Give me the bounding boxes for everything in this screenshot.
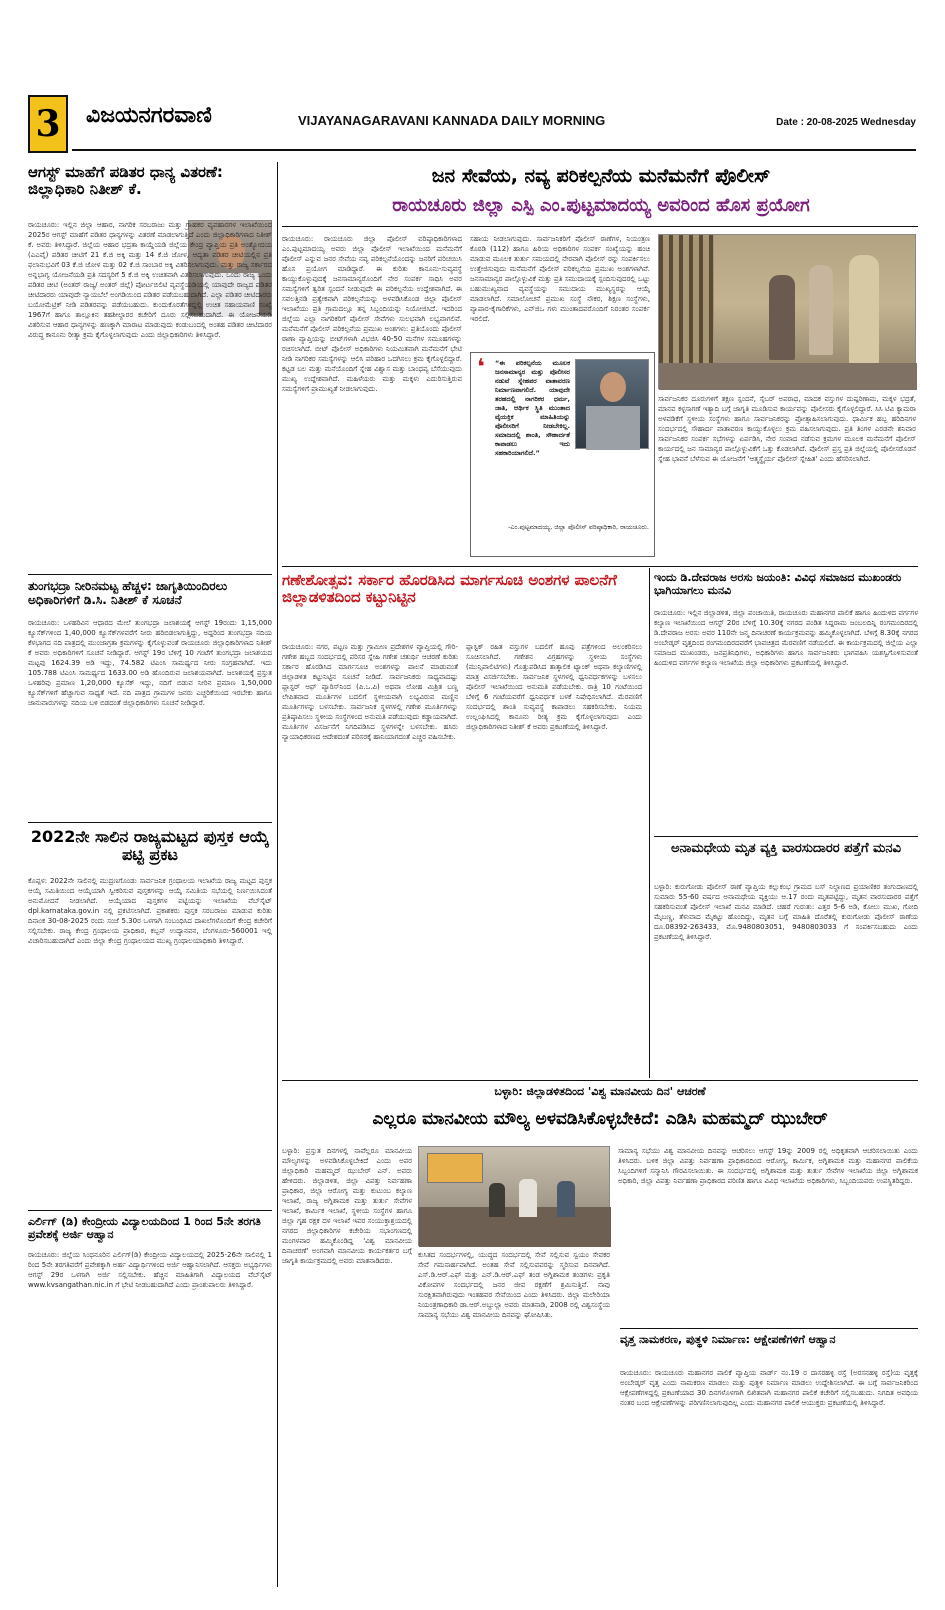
- paper-name-text: VIJAYANAGARAVANI: [298, 113, 429, 128]
- tungabhadra-body: ರಾಯಚೂರು: ಒಳಹರಿವಿನ ಆಧಾರದ ಮೇಲೆ ತುಂಗಭದ್ರಾ ಜಲಾಶಯಕ್ಕೆ ಆಗಸ್ಟ್ 19ರಂದು 1,15,000 ಕ್ಯೂಸೆಕ್‌ಗಳಿಂದ 1,40,000 ಕ್ಯೂಸೆಕ್‌ಗಳವರೆಗೆ ನೀರು ಹರಿಬಿಡಲಾಗುತ್ತಿದ್ದು, ಅದ್ದರಿಂದ ತುಂಗಭದ್ರಾ ನದಿಯ ಕೆಳಭಾಗದ ನದಿ ಪಾತ್ರದಲ್ಲಿ ಮುಂಜಾಗ್ರತಾ ಕ್ರಮಗಳನ್ನು ಕೈಗೊಳ್ಳುವಂತೆ ರಾಯಚೂರು ಜಿಲ್ಲಾಧಿಕಾರಿಗಳಾದ ನಿತೀಶ್ ಕೆ ಅವರು ಅಧಿಕಾರಿಗಳಿಗೆ ಸೂಚನೆ ನೀಡಿದ್ದಾರೆ. ಆಗಸ್ಟ್ 19ರ ಬೆಳಿಗ್ಗೆ 10 ಗಂಟೆಗೆ ತುಂಗಭದ್ರಾ ಜಲಾಶಯದ ಮಟ್ಟವು 1624.39 ಅಡಿ ಇದ್ದು, 74.582 ಟಿಎಂಸಿ ಸಾಮರ್ಥ್ಯದ ನೀರು ಸಂಗ್ರಹವಾಗಿದೆ. ಇದು 105.788 ಟಿಎಂಸಿ ಸಾಮರ್ಥ್ಯದ 1633.00 ಅಡಿ ಹೊಂದಿರುವ ಜಲಾಶಯವಾಗಿದೆ. ಜಲಾಶಯಕ್ಕೆ ಪ್ರಸ್ತುತ ಒಳಹರಿವು ಪ್ರಮಾಣ 1,20,000 ಕ್ಯೂಸೆಕ್ ಇದ್ದು, ನದಿಗೆ ಬಿಡುವ ನೀರಿನ ಪ್ರಮಾಣ 1,50,000 ಕ್ಯೂಸೆಕ್‌ಗಳಿಗೆ ಹೆಚ್ಚಾಗುವ ಸಾಧ್ಯತೆ ಇದೆ. ನದಿ ಪಾತ್ರದ ಗ್ರಾಮಗಳ ಜನರು ಎಚ್ಚರಿಕೆಯಿಂದ ಇರಬೇಕು ಹಾಗೂ ಜಾನುವಾರುಗಳನ್ನು ನದಿಯ ಬಳಿ ಬಿಡದಂತೆ ಜಿಲ್ಲಾಧಿಕಾರಿಗಳು ಸೂಚನೆ ನೀಡಿದ್ದಾರೆ.: [28, 619, 275, 707]
- right-bottom-rule: [620, 1328, 918, 1329]
- story-book-list: [28, 826, 275, 1206]
- story-humanitarian-day: [282, 1084, 921, 1324]
- lead-col-3: ಸಾರ್ವಜನಿಕರ ದೂರುಗಳಿಗೆ ತಕ್ಷಣ ಸ್ಪಂದನೆ, ಸೈಬರ್ ಅಪರಾಧ, ಮಾದಕ ವಸ್ತುಗಳ ದುಷ್ಪರಿಣಾಮ, ಮಕ್ಕಳ ಭದ್ರತೆ, ಮಾನವ ಕಳ್ಳಸಾಗಣೆ ಇತ್ಯಾದಿ ಬಗ್ಗೆ ಜಾಗೃತಿ ಮೂಡಿಸುವ ಕಾರ್ಯವನ್ನು ಪೊಲೀಸರು ಕೈಗೊಳ್ಳಲಿದ್ದಾರೆ. ಸಿಸಿ ಟಿವಿ ಕ್ಯಾಮರಾ ಅಳವಡಿಕೆಗೆ ಸ್ಥಳೀಯ ಸಂಸ್ಥೆಗಳು ಹಾಗೂ ಸಾರ್ವಜನಿಕರನ್ನು ಪ್ರೋತ್ಸಾಹಿಸಲಾಗುವುದು. ಧಾರ್ಮಿಕ ಹಬ್ಬ ಹರಿದಿನಗಳ ಸಂದರ್ಭದಲ್ಲಿ ಸೌಹಾರ್ದ ವಾತಾವರಣ ಕಾಯ್ದುಕೊಳ್ಳಲು ಕ್ರಮ ವಹಿಸಲಾಗುವುದು. ಪ್ರತಿ ತಿಂಗಳ ಎರಡನೇ ಶನಿವಾರ ಸಾರ್ವಜನಿಕರ ಸಂಪರ್ಕ ಸಭೆಗಳನ್ನು ಏರ್ಪಡಿಸಿ, ನೇರ ಸಂವಾದ ನಡೆಸುವ ಕ್ರಮಗಳ ಮೂಲಕ ಮನೆಮನೆಗೆ ಪೊಲೀಸ್ ಕಾರ್ಯದಲ್ಲಿ ಜನ ಸಾಮಾನ್ಯರ ಪಾಲ್ಗೊಳ್ಳುವಿಕೆಗೆ ಒತ್ತು ಕೊಡಲಾಗಿದೆ. ಪೊಲೀಸ್ ಪ್ರಸ್ತ ಪ್ರತಿ ಜಿಲ್ಲೆಯಲ್ಲಿ ಪೊಲೀಸರೊಡನೆ ಸ್ನೇಹ ಭಾವನೆ ಬೆಳೆಸುವ ಈ ಯೋಜನೆಗೆ 'ಆತ್ಮಸ್ಥೈರ್ಯ ಪೊಲೀಸ್ ಸ್ನೇಹಿತ' ಎಂದು ಹೆಸರಿಸಲಾಗಿದೆ.: [658, 395, 919, 463]
- paper-subtitle: KANNADA DAILY MORNING: [432, 113, 606, 128]
- column-rule-right: [649, 568, 650, 1078]
- ration-headline: ಆಗಸ್ಟ್ ಮಾಹೆಗೆ ಪಡಿತರ ಧಾನ್ಯ ವಿತರಣೆ: ಜಿಲ್ಲಾಧಿಕಾರಿ ನಿತೀಶ್ ಕೆ.: [28, 163, 223, 199]
- quote-box: [470, 352, 655, 557]
- humanitarian-col-2: ಕುಸಿತದ ಸಂದರ್ಭಗಳಲ್ಲಿ, ಯುದ್ಧದ ಸಂದರ್ಭದಲ್ಲಿ ಸೇವೆ ಸಲ್ಲಿಸುವ ಸ್ವಯಂ ಸೇವಕರ ಸೇವೆ ಗಮನಾರ್ಹವಾಗಿದೆ. ಅಂತಹ ಸೇವೆ ಸಲ್ಲಿಸುವವರನ್ನು ಸ್ಮರಿಸುವ ದಿನವಾಗಿದೆ. ಎಸ್.ಡಿ.ಆರ್.ಎಫ್ ಮತ್ತು ಎನ್.ಡಿ.ಆರ್.ಎಫ್ ತಂಡ ಅಗ್ನಿಶಾಮಕ ತಂಡಗಳು ಪ್ರಕೃತಿ ವಿಕೋಪಗಳ ಸಂದರ್ಭದಲ್ಲಿ ಜನರ ಜೀವ ರಕ್ಷಣೆಗೆ ಶ್ರಮಿಸುತ್ತಿವೆ. ನಾವು ಸುರಕ್ಷಿತವಾಗಿರುವುದು ಇಂತಹವರ ಸೇವೆಯಿಂದ ಎಂದು ತಿಳಿಸಿದರು. ಜಿಲ್ಲಾ ಮಲೇರಿಯಾ ನಿಯಂತ್ರಣಾಧಿಕಾರಿ ಡಾ.ಆರ್.ಅಬ್ದುಲ್ಲಾ ಅವರು ಮಾತನಾಡಿ, 2008 ರಲ್ಲಿ ವಿಶ್ವಸಂಸ್ಥೆಯ ಸಾಮಾನ್ಯ ಸಭೆಯು ವಿಶ್ವ ಮಾನವೀಯ ದಿನವನ್ನು ಘೋಷಿಸಿತು.: [418, 1251, 613, 1319]
- arasu-body: ರಾಯಚೂರು: ಇಲ್ಲಿನ ಜಿಲ್ಲಾಡಳಿತ, ಜಿಲ್ಲಾ ಪಂಚಾಯಿತಿ, ರಾಯಚೂರು ಮಹಾನಗರ ಪಾಲಿಕೆ ಹಾಗೂ ಹಿಂದುಳಿದ ವರ್ಗಗಳ ಕಲ್ಯಾಣ ಇಲಾಖೆಯಿಂದ ಆಗಸ್ಟ್ 20ರ ಬೆಳಿಗ್ಗೆ 10.30ಕ್ಕೆ ನಗರದ ಪಂಡಿತ ಸಿದ್ದರಾಮ ಜಂಬಲದಿನ್ನಿ ರಂಗಮಂದಿರದಲ್ಲಿ ಡಿ.ದೇವರಾಜ ಅರಸು ಅವರ 110ನೇ ಜನ್ಮ ದಿನಾಚರಣೆ ಕಾರ್ಯಕ್ರಮವನ್ನು ಹಮ್ಮಿಕೊಳ್ಳಲಾಗಿದೆ. ಬೆಳಿಗ್ಗೆ 8.30ಕ್ಕೆ ನಗರದ ಅಂಬೇಡ್ಕರ್ ವೃತ್ತದಿಂದ ರಂಗಮಂದಿರದವರೆಗೆ ಭಾವಚಿತ್ರದ ಮೆರವಣಿಗೆ ನಡೆಯಲಿದೆ. ಈ ಕಾರ್ಯಕ್ರಮದಲ್ಲಿ ಜಿಲ್ಲೆಯ ಎಲ್ಲಾ ಸಮಾಜದ ಮುಖಂಡರು, ಜನಪ್ರತಿನಿಧಿಗಳು, ಅಧಿಕಾರಿಗಳು ಹಾಗೂ ಸಾರ್ವಜನಿಕರು ಭಾಗವಹಿಸಿ ಯಶಸ್ವಿಗೊಳಿಸುವಂತೆ ಹಿಂದುಳಿದ ವರ್ಗಗಳ ಕಲ್ಯಾಣ ಇಲಾಖೆಯ ಜಿಲ್ಲಾ ಅಧಿಕಾರಿಗಳು ಪ್ರಕಟಣೆಯಲ್ಲಿ ತಿಳಿಸಿದ್ದಾರೆ.: [654, 609, 921, 667]
- humanitarian-col-1: ಬಳ್ಳಾರಿ: ಪ್ರಸ್ತುತ ದಿನಗಳಲ್ಲಿ ನಾವೆಲ್ಲರೂ ಮಾನವೀಯ ಮೌಲ್ಯಗಳನ್ನು ಅಳವಡಿಸಿಕೊಳ್ಳಬೇಕಿದೆ ಎಂದು ಅಪರ ಜಿಲ್ಲಾಧಿಕಾರಿ ಮಹಮ್ಮದ್ ಝುಬೇರ್ ಎನ್. ಅವರು ಹೇಳಿದರು. ಜಿಲ್ಲಾಡಳಿತ, ಜಿಲ್ಲಾ ವಿಪತ್ತು ನಿರ್ವಹಣಾ ಪ್ರಾಧಿಕಾರ, ಜಿಲ್ಲಾ ಆರೋಗ್ಯ ಮತ್ತು ಕುಟುಂಬ ಕಲ್ಯಾಣ ಇಲಾಖೆ, ರಾಜ್ಯ ಅಗ್ನಿಶಾಮಕ ಮತ್ತು ತುರ್ತು ಸೇವೆಗಳ ಇಲಾಖೆ, ಕಾರ್ಮಿಕ ಇಲಾಖೆ, ಸ್ಥಳೀಯ ಸಂಸ್ಥೆಗಳ ಹಾಗೂ ಜಿಲ್ಲಾ ಗೃಹ ರಕ್ಷಕ ದಳ ಇಲಾಖೆ ಇವರ ಸಂಯುಕ್ತಾಶ್ರಯದಲ್ಲಿ ನಗರದ ಜಿಲ್ಲಾಧಿಕಾರಿಗಳ ಕಚೇರಿಯ ಸಭಾಂಗಣದಲ್ಲಿ ಮಂಗಳವಾರ ಹಮ್ಮಿಕೊಂಡಿದ್ದ 'ವಿಶ್ವ ಮಾನವೀಯ ದಿನಾಚರಣೆ' ಅಂಗವಾಗಿ ಮಾನವೀಯ ಕಾರ್ಯಕರ್ತರ ಬಗ್ಗೆ ಜಾಗೃತಿ ಕಾರ್ಯಕ್ರಮದಲ್ಲಿ ಅವರು ಮಾತನಾಡಿದರು.: [282, 1147, 415, 1265]
- lead-col-2: ಸಹಾಯ ನೀಡಲಾಗುವುದು. ಸಾರ್ವಜನಿಕರಿಗೆ ಪೊಲೀಸ್ ಠಾಣೆಗಳ, ನಿಯಂತ್ರಣ ಕೊಠಡಿ (112) ಹಾಗೂ ಹಿರಿಯ ಅಧಿಕಾರಿಗಳ ಸಂಪರ್ಕ ಸಂಖ್ಯೆಯನ್ನು ಹಂಚಿ ಮಾಡುವ ಮೂಲಕ ತುರ್ತು ಸಮಯದಲ್ಲಿ ನೇರವಾಗಿ ಪೊಲೀಸ್ ರನ್ನು ಸಂಪರ್ಕಿಸಲು ಉತ್ತೇಜಿಸುವುದು ಮನೆಮನೆಗೆ ಪೊಲೀಸ್ ಪರಿಕಲ್ಪನೆಯ ಪ್ರಮುಖ ಅಂಶಗಳಾಗಿವೆ. ಜನಸಾಮಾನ್ಯರ ಪಾಲ್ಗೊಳ್ಳುವಿಕೆ ಮತ್ತು ಪ್ರತಿ ಸಮುದಾಯಕ್ಕೆ ಸ್ಪಂದಿಸುವುದರಲ್ಲಿ ಒಟ್ಟು ಬಹುಮುಖ್ಯವಾದ ವ್ಯವಸ್ಥೆಯನ್ನು ಸಮುದಾಯ ಮುಖ್ಯಸ್ಥರನ್ನು ಆಯ್ಕೆ ಮಾಡಲಾಗಿದೆ. ಸಮಾಲೋಚನೆ ಪ್ರಮುಖ ಸಂಸ್ಥೆ ನೌಕರ, ಶಿಕ್ಷಣ ಸಂಸ್ಥೆಗಳು, ವ್ಯಾಪಾರ-ಕೈಗಾರಿಕೆಗಳು, ಎನ್‌ಜಿಒ ಗಳು ಮುಂತಾದವರೊಂದಿಗೆ ನಿರಂತರ ಸಂಪರ್ಕ ಇರಲಿದೆ.: [470, 235, 653, 323]
- masthead-rule: [72, 149, 916, 151]
- page-number: 3: [35, 103, 61, 145]
- arasu-headline: ಇಂದು ಡಿ.ದೇವರಾಜ ಅರಸು ಜಯಂತಿ: ವಿವಿಧ ಸಮಾಜದ ಮುಖಂಡರು ಭಾಗಿಯಾಗಲು ಮನವಿ: [654, 571, 902, 597]
- lead-headline: ಜನ ಸೇವೆಯ, ನವ್ಯ ಪರಿಕಲ್ಪನೆಯ ಮನೆಮನೆಗೆ ಪೊಲೀಸ್: [431, 165, 771, 187]
- tungabhadra-headline: ತುಂಗಭದ್ರಾ ನೀರಿನಮಟ್ಟ ಹೆಚ್ಚಳ: ಜಾಗೃತಿಯಿಂದಿರಲು ಅಧಿಕಾರಿಗಳಿಗೆ ಡಿ.ಸಿ. ನಿತೀಶ್ ಕೆ ಸೂಚನೆ: [28, 579, 228, 607]
- issue-date: Date : 20-08-2025 Wednesday: [776, 117, 916, 128]
- mid-rule-top: [282, 566, 918, 567]
- humanitarian-col-3: ಸಾಮಾನ್ಯ ಸಭೆಯು ವಿಶ್ವ ಮಾನವೀಯ ದಿನವನ್ನು ಆಚರಿಸಲು ಆಗಸ್ಟ್ 19ನ್ನು 2009 ರಲ್ಲಿ ಅಧಿಕೃತವಾಗಿ ಆಚರಿಸಲಾಯಿತು ಎಂದು ತಿಳಿಸಿದರು. ಬಳಿಕ ಜಿಲ್ಲಾ ವಿಪತ್ತು ನಿರ್ವಹಣಾ ಪ್ರಾಧಿಕಾರದಿಂದ ಆರೋಗ್ಯ, ಕಾರ್ಮಿಕ, ಅಗ್ನಿಶಾಮಕ ಮತ್ತು ಮಹಾನಗರ ಪಾಲಿಕೆಯ ಸಿಬ್ಬಂದಿಗಳಿಗೆ ಸನ್ಮಾನಿಸಿ ಗೌರವಿಸಲಾಯಿತು. ಈ ಸಂದರ್ಭದಲ್ಲಿ ಅಗ್ನಿಶಾಮಕ ಮತ್ತು ತುರ್ತು ಸೇವೆಗಳ ಇಲಾಖೆಯ ಜಿಲ್ಲಾ ಅಗ್ನಿಶಾಮಕ ಅಧಿಕಾರಿ, ಜಿಲ್ಲಾ ವಿಪತ್ತು ನಿರ್ವಹಣಾ ಪ್ರಾಧಿಕಾರದ ಪರಿಣಿತ ಹಾಗೂ ವಿವಿಧ ಇಲಾಖೆಯ ಅಧಿಕಾರಿಗಳು, ಸಿಬ್ಬಂದಿಯವರು ಉಪಸ್ಥಿತರಿದ್ದರು.: [618, 1147, 921, 1185]
- circle-naming-body: ರಾಯಚೂರು: ರಾಯಚೂರು ಮಹಾನಗರ ಪಾಲಿಕೆ ವ್ಯಾಪ್ತಿಯ ವಾರ್ಡ್ ನಂ.19 ರ ದಾಸರಹಳ್ಳಿ ರಸ್ತೆ (ಅರಸನಹಳ್ಳಿ ರಸ್ತೆ)ಯ ವೃತ್ತಕ್ಕೆ ಅಂಬೇಡ್ಕರ್ ವೃತ್ತ ಎಂದು ನಾಮಕರಣ ಮಾಡಲು ಮತ್ತು ಪುತ್ಥಳಿ ನಿರ್ಮಾಣ ಮಾಡಲು ಉದ್ದೇಶಿಸಲಾಗಿದೆ. ಈ ಬಗ್ಗೆ ಸಾರ್ವಜನಿಕರಿಂದ ಆಕ್ಷೇಪಣೆಗಳಿದ್ದಲ್ಲಿ ಪ್ರಕಟಣೆಯಾದ 30 ದಿನಗಳೊಳಗಾಗಿ ಲಿಖಿತವಾಗಿ ಮಹಾನಗರ ಪಾಲಿಕೆ ಕಚೇರಿಗೆ ಸಲ್ಲಿಸಬಹುದು. ನಿಗದಿತ ಅವಧಿಯ ನಂತರ ಬಂದ ಆಕ್ಷೇಪಣೆಗಳನ್ನು ಪರಿಗಣಿಸಲಾಗುವುದಿಲ್ಲ ಎಂದು ಮಹಾನಗರ ಪಾಲಿಕೆ ಆಯುಕ್ತರು ಪ್ರಕಟಣೆಯಲ್ಲಿ ತಿಳಿಸಿದ್ದಾರೆ.: [620, 1369, 921, 1407]
- mid-right-rule: [654, 836, 918, 837]
- story-tungabhadra: [28, 578, 275, 818]
- humanitarian-headline: ಎಲ್ಲರೂ ಮಾನವೀಯ ಮೌಲ್ಯ ಅಳವಡಿಸಿಕೊಳ್ಳಬೇಕಿದೆ: ಎಡಿಸಿ ಮಹಮ್ಮದ್ ಝುಬೇರ್: [372, 1109, 828, 1129]
- ganeshotsava-col-2: ಪ್ಲಾಸ್ಟಿಕ್ ರಹಿತ ವಸ್ತುಗಳ ಬದಲಿಗೆ ಹೂವು ಪತ್ರೆಗಳಿಂದ ಅಲಂಕರಿಸಲು ಸೂಚಿಸಲಾಗಿದೆ. ಗಣೇಶನ ವಿಗ್ರಹಗಳನ್ನು ಸ್ಥಳೀಯ ಸಂಸ್ಥೆಗಳು (ಮುನ್ಸಿಪಾಲಿಟಿಗಳು) ಗೊತ್ತುಪಡಿಸಿದ ತಾತ್ಕಾಲಿಕ ಟ್ಯಾಂಕ್ ಅಥವಾ ಕಲ್ಯಾಣಿಗಳಲ್ಲಿ ಮಾತ್ರ ವಿಸರ್ಜಿಸಬೇಕು. ಸಾರ್ವಜನಿಕ ಸ್ಥಳಗಳಲ್ಲಿ ಧ್ವನಿವರ್ಧಕಗಳನ್ನು ಬಳಸಲು ಪೊಲೀಸ್ ಇಲಾಖೆಯಿಂದ ಅನುಮತಿ ಪಡೆಯಬೇಕು. ರಾತ್ರಿ 10 ಗಂಟೆಯಿಂದ ಬೆಳಿಗ್ಗೆ 6 ಗಂಟೆಯವರೆಗೆ ಧ್ವನಿವರ್ಧಕ ಬಳಕೆ ನಿಷೇಧಿಸಲಾಗಿದೆ. ಮೆರವಣಿಗೆ ಸಂದರ್ಭದಲ್ಲಿ ಶಾಂತಿ ಸುವ್ಯವಸ್ಥೆ ಕಾಪಾಡಲು ಸಹಕರಿಸಬೇಕು. ನಿಯಮ ಉಲ್ಲಂಘಿಸಿದಲ್ಲಿ ಕಾನೂನು ರೀತ್ಯ ಕ್ರಮ ಕೈಗೊಳ್ಳಲಾಗುವುದು ಎಂದು ಜಿಲ್ಲಾಧಿಕಾರಿಗಳಾದ ನಿತೀಶ್ ಕೆ ಅವರು ಪ್ರಕಟಣೆಯಲ್ಲಿ ತಿಳಿಸಿದ್ದಾರೆ.: [466, 643, 645, 731]
- unknown-body-text: ಬಳ್ಳಾರಿ: ಕುರುಗೋಡು ಪೊಲೀಸ್ ಠಾಣೆ ವ್ಯಾಪ್ತಿಯ ಕಲ್ಲುಕಂಭ ಗ್ರಾಮದ ಬಸ್ ನಿಲ್ದಾಣದ ಪ್ರಯಾಣಿಕರ ತಂಗುದಾಣದಲ್ಲಿ ಸುಮಾರು 55-60 ವರ್ಷದ ಅನಾಮಧೇಯ ವ್ಯಕ್ತಿಯು ಆ.17 ರಂದು ಮೃತಪಟ್ಟಿದ್ದು, ಮೃತನ ವಾರಸುದಾರರ ಪತ್ತೆಗೆ ಸಹಕರಿಸುವಂತೆ ಪೊಲೀಸ್ ಇಲಾಖೆ ಮನವಿ ಮಾಡಿದೆ. ಚಹರೆ ಗುರುತು: ಎತ್ತರ 5-6 ಅಡಿ, ಕೋಲು ಮುಖ, ಗೋದಿ ಮೈಬಣ್ಣ, ತೆಳುವಾದ ಮೈಕಟ್ಟು ಹೊಂದಿದ್ದು, ಮೃತನ ಬಗ್ಗೆ ಮಾಹಿತಿ ದೊರೆತಲ್ಲಿ ಕುರುಗೋಡು ಪೊಲೀಸ್ ಠಾಣೆಯ ದೂ.08392-263433, ಮೊ.9480803051, 9480803033 ಗೆ ಸಂಪರ್ಕಿಸಬಹುದು ಎಂದು ಪ್ರಕಟಣೆಯಲ್ಲಿ ತಿಳಿಸಿದ್ದಾರೆ.: [654, 883, 921, 941]
- quote-attribution: -ಎಂ.ಪುಟ್ಟಮಾದಯ್ಯ, ಜಿಲ್ಲಾ ಪೊಲೀಸ್ ವರಿಷ್ಠಾಧಿಕಾರಿ, ರಾಯಚೂರು.: [508, 523, 649, 531]
- ganeshotsava-col-1: ರಾಯಚೂರು: ನಗರ, ಪಟ್ಟಣ ಮತ್ತು ಗ್ರಾಮೀಣ ಪ್ರದೇಶಗಳ ವ್ಯಾಪ್ತಿಯಲ್ಲಿ ಗೌರಿ-ಗಣೇಶ ಹಬ್ಬದ ಸಂದರ್ಭದಲ್ಲಿ ಪರಿಸರ ಸ್ನೇಹಿ ಗಣೇಶ ಚತುರ್ಥಿ ಆಚರಣೆ ಕುರಿತು ಸರ್ಕಾರ ಹೊರಡಿಸಿದ ಮಾರ್ಗಸೂಚಿ ಅಂಶಗಳನ್ನು ಪಾಲನೆ ಮಾಡುವಂತೆ ಜಿಲ್ಲಾಡಳಿತ ಕಟ್ಟುನಿಟ್ಟಿನ ಸೂಚನೆ ನೀಡಿದೆ. ಸಾರ್ವಜನಿಕರು ಸಾಧ್ಯವಾದಷ್ಟು ಪ್ಲಾಸ್ಟರ್ ಆಫ್ ಪ್ಯಾರಿಸ್‌ನಿಂದ (ಪಿ.ಒ.ಪಿ) ಅಥವಾ ಲೋಹ ಮಿಶ್ರಿತ ಬಣ್ಣ ಲೇಪಿತವಾದ ಮೂರ್ತಿಗಳ ಬದಲಿಗೆ ಸ್ಥಳೀಯವಾಗಿ ಲಭ್ಯವಿರುವ ಮಣ್ಣಿನ ಮೂರ್ತಿಗಳನ್ನು ಬಳಸಬೇಕು. ಸಾರ್ವಜನಿಕ ಸ್ಥಳಗಳಲ್ಲಿ ಗಣೇಶ ಮೂರ್ತಿಗಳನ್ನು ಪ್ರತಿಷ್ಠಾಪಿಸಲು ಸ್ಥಳೀಯ ಸಂಸ್ಥೆಗಳಿಂದ ಅನುಮತಿ ಪಡೆಯುವುದು ಕಡ್ಡಾಯವಾಗಿದೆ. ಮೂರ್ತಿಗಳ ವಿಸರ್ಜನೆಗೆ ನಿಗದಿಪಡಿಸಿದ ಸ್ಥಳಗಳನ್ನೇ ಬಳಸಬೇಕು. ಹಸಿರು ನ್ಯಾಯಾಧಿಕರಣದ ಆದೇಶದಂತೆ ಪರಿಸರಕ್ಕೆ ಹಾನಿಯಾಗದಂತೆ ಎಚ್ಚರ ವಹಿಸಬೇಕು.: [282, 643, 461, 741]
- ganeshotsava-headline: ಗಣೇಶೋತ್ಸವ: ಸರ್ಕಾರ ಹೊರಡಿಸಿದ ಮಾರ್ಗಸೂಚಿ ಅಂಶಗಳ ಪಾಲನೆಗೆ ಜಿಲ್ಲಾಡಳಿತದಿಂದ ಕಟ್ಟುನಿಟ್ಟಿನ: [282, 571, 617, 607]
- quote-mark-icon: ❛: [477, 355, 485, 380]
- lead-photo: [658, 234, 916, 389]
- lead-subheadline: ರಾಯಚೂರು ಜಿಲ್ಲಾ ಎಸ್ಪಿ ಎಂ.ಪುಟ್ಟಮಾದಯ್ಯ ಅವರಿಂದ ಹೊಸ ಪ್ರಯೋಗ: [392, 195, 810, 216]
- story-unknown-body: [654, 840, 921, 1076]
- unknown-body-headline: ಅನಾಮಧೇಯ ಮೃತ ವ್ಯಕ್ತಿ ವಾರಸುದಾರರ ಪತ್ತೆಗೆ ಮನವಿ: [670, 841, 902, 856]
- humanitarian-kicker: ಬಳ್ಳಾರಿ: ಜಿಲ್ಲಾಡಳಿತದಿಂದ 'ವಿಶ್ವ ಮಾನವೀಯ ದಿನ' ಆಚರಣೆ: [494, 1085, 706, 1098]
- left-rule-1: [28, 574, 272, 575]
- circle-naming-headline: ವೃತ್ತ ನಾಮಕರಣ, ಪುತ್ಥಳಿ ನಿರ್ಮಾಣ: ಆಕ್ಷೇಪಣೆಗಳಿಗೆ ಆಹ್ವಾನ: [620, 1333, 836, 1346]
- story-kv-admission: [28, 1214, 275, 1586]
- ration-body: ರಾಯಚೂರು: ಇಲ್ಲಿನ ಜಿಲ್ಲಾ ಆಹಾರ, ನಾಗರಿಕ ಸರಬರಾಜು ಮತ್ತು ಗ್ರಾಹಕರ ವ್ಯವಹಾರಗಳ ಇಲಾಖೆಯಿಂದ 2025ರ ಆಗಸ್ಟ್ ಮಾಹೆಗೆ ಪಡಿತರ ಧಾನ್ಯಗಳನ್ನು ವಿತರಣೆ ಮಾಡಲಾಗುತ್ತಿದೆ ಎಂದು ಜಿಲ್ಲಾಧಿಕಾರಿಗಳಾದ ನಿತೀಶ್ ಕೆ. ಅವರು ತಿಳಿಸಿದ್ದಾರೆ. ಜಿಲ್ಲೆಯ ಆಹಾರ ಭದ್ರತಾ ಕಾಯ್ದೆಯಡಿ ಜಿಲ್ಲೆಯ ಕೇಂದ್ರ ವ್ಯಾಪ್ತಿಯ ಪ್ರತಿ ಅಂತ್ಯೋದಯ (ಎಎವೈ) ಪಡಿತರ ಚೀಟಿಗೆ 21 ಕೆ.ಜಿ ಅಕ್ಕಿ ಮತ್ತು 14 ಕೆ.ಜಿ ಜೋಳ, ಆದ್ಯತಾ ಪಡಿತರ ಚೀಟಿಯಲ್ಲಿನ ಪ್ರತಿ ಫಲಾನುಭವಿಗೆ 03 ಕೆ.ಜಿ ಜೋಳ ಮತ್ತು 02 ಕೆ.ಜಿ ಸಾಂಬಾರ ಅಕ್ಕಿ ವಿತರಿಸಲಾಗುವುದು. ಮತ್ತು ರಾಜ್ಯ ಸರ್ಕಾರದ ಅನ್ನಭಾಗ್ಯ ಯೋಜನೆಯಡಿ ಪ್ರತಿ ಸದಸ್ಯರಿಗೆ 5 ಕೆ.ಜಿ ಅಕ್ಕಿ ಉಚಿತವಾಗಿ ವಿತರಿಸಲಾಗುವುದು. ಒಂದು ರಾಜ್ಯ ಒಂದು ಪಡಿತರ ಚೀಟಿ (ಅಂತರ್ ರಾಜ್ಯ/ ಅಂತರ್ ಜಿಲ್ಲೆ) ಪೋರ್ಟಬಿಲಿಟಿ ವ್ಯವಸ್ಥೆಯಡಿಯಲ್ಲಿ ಯಾವುದೇ ರಾಜ್ಯದ ಪಡಿತರ ಚೀಟಿದಾರರು ಯಾವುದೇ ನ್ಯಾಯಬೆಲೆ ಅಂಗಡಿಯಿಂದ ಪಡಿತರ ಪಡೆಯಬಹುದಾಗಿದೆ. ಎಲ್ಲಾ ಪಡಿತರ ಚೀಟಿದಾರರು ಬಯೋಮೆಟ್ರಿಕ್ ನೀಡಿ ಪಡಿತರವನ್ನು ಪಡೆಯಬಹುದು. ಕುಂದುಕೊರತೆಗಳಿದ್ದಲ್ಲಿ ಉಚಿತ ಸಹಾಯವಾಣಿ ಸಂಖ್ಯೆ 1967ಗೆ ಹಾಗೂ ತಾಲ್ಲೂಕಿನ ತಹಶೀಲ್ದಾರರ ಕಚೇರಿಗೆ ದೂರು ಸಲ್ಲಿಸಬಹುದಾಗಿದೆ. ಈ ಯೋಜನೆಯಡಿ ವಿತರಿಸುವ ಆಹಾರ ಧಾನ್ಯಗಳನ್ನು ಹಣಕ್ಕಾಗಿ ಮಾರಾಟ ಮಾಡುವುದು ಕಂಡುಬಂದಲ್ಲಿ ಅಂತಹ ಪಡಿತರ ಚೀಟಿದಾರರ ವಿರುದ್ಧ ಕಾನೂನು ರೀತ್ಯಾ ಕ್ರಮ ಕೈಗೊಳ್ಳಲಾಗುವುದು ಎಂದು ಜಿಲ್ಲಾಧಿಕಾರಿಗಳು ತಿಳಿಸಿದ್ದಾರೆ.: [28, 221, 275, 339]
- quote-text: “ಈ ಪರಿಕಲ್ಪನೆಯ ಮೂಲಕ ಜನಸಾಮಾನ್ಯರ ಮತ್ತು ಪೊಲೀಸರ ನಡುವೆ ಸ್ನೇಹಪರ ವಾತಾವರಣ ನಿರ್ಮಾಣವಾಗಲಿದೆ. ಯಾವುದೇ ತರಹದಲ್ಲಿ ನಾಗರಿಕರ ಧರ್ಮ, ಜಾತಿ, ಆರ್ಥಿಕ ಸ್ಥಿತಿ ಮುಂತಾದ ವೈಯಕ್ತಿಕ ಮಾಹಿತಿಯನ್ನು ಪೊಲೀಸರಿಗೆ ನೀಡಬೇಕಿಲ್ಲ. ಸಮಾಜದಲ್ಲಿ ಶಾಂತಿ, ಸೌಹಾರ್ದತೆ ಕಾಪಾಡಲು ಇದು ಸಹಕಾರಿಯಾಗಲಿದೆ.”: [495, 359, 573, 457]
- story-ganeshotsava: [282, 570, 645, 1078]
- page-number-box: [28, 95, 68, 153]
- left-rule-3: [28, 1210, 272, 1211]
- paper-name: [298, 113, 605, 128]
- book-list-body: ಕೊಪ್ಪಳ: 2022ನೇ ಸಾಲಿನಲ್ಲಿ ಮುದ್ರಣಗೊಂಡು ಸಾರ್ವಜನಿಕ ಗ್ರಂಥಾಲಯ ಇಲಾಖೆಯ ರಾಜ್ಯ ಮಟ್ಟದ ಪುಸ್ತಕ ಆಯ್ಕೆ ಸಮಿತಿಯಿಂದ ಆಯ್ಕೆಯಾಗಿ ಸ್ವೀಕರಿಸುವ ಪುಸ್ತಕಗಳನ್ನು ಆಯ್ಕೆ ಸಮಿತಿಯ ಸಭೆಯಲ್ಲಿ ನಿರ್ಣಯಿಸಿದಂತೆ ಅನುಮೋದನೆ ನೀಡಲಾಗಿದೆ. ಆಯ್ಕೆಯಾದ ಪುಸ್ತಕಗಳ ಪಟ್ಟಿಯನ್ನು ಇಲಾಖೆಯ ವೆಬ್‌ಸೈಟ್ dpl.karnataka.gov.in ನಲ್ಲಿ ಪ್ರಕಟಿಸಲಾಗಿದೆ. ಪ್ರಕಾಶಕರು ಪುಸ್ತಕ ಸರಬರಾಜು ಮಾಡುವ ಕುರಿತು ದಿನಾಂಕ 30-08-2025 ರಂದು ಸಂಜೆ 5.30ರ ಒಳಗಾಗಿ ಸಂಬಂಧಿಸಿದ ದಾಖಲೆಗಳೊಂದಿಗೆ ಕೇಂದ್ರ ಕಚೇರಿಗೆ ಸಲ್ಲಿಸಬೇಕು. ರಾಜ್ಯ ಕೇಂದ್ರ ಗ್ರಂಥಾಲಯ ಪ್ರಾಧಿಕಾರ, ಕಬ್ಬನ್ ಉದ್ಯಾನವನ, ಬೆಂಗಳೂರು-560001 ಇಲ್ಲಿ ವಿಚಾರಿಸಬಹುದಾಗಿದೆ ಎಂದು ಜಿಲ್ಲಾ ಕೇಂದ್ರ ಗ್ರಂಥಾಲಯದ ಮುಖ್ಯ ಗ್ರಂಥಾಲಯಾಧಿಕಾರಿ ತಿಳಿಸಿದ್ದಾರೆ.: [28, 877, 275, 945]
- left-rule-2: [28, 822, 272, 823]
- masthead: [28, 95, 916, 159]
- logo-text: ವಿಜಯನಗರವಾಣಿ: [86, 103, 212, 128]
- kv-body: ರಾಯಚೂರು: ಜಿಲ್ಲೆಯ ಸಿಂಧನೂರಿನ ಎರ್ಲಿಗ್(ಡಿ) ಕೇಂದ್ರೀಯ ವಿದ್ಯಾಲಯದಲ್ಲಿ 2025-26ನೇ ಸಾಲಿನಲ್ಲಿ 1 ರಿಂದ 5ನೇ ತರಗತಿವರೆಗೆ ಪ್ರವೇಶಕ್ಕಾಗಿ ಅರ್ಹ ವಿದ್ಯಾರ್ಥಿಗಳಿಂದ ಅರ್ಜಿ ಆಹ್ವಾನಿಸಲಾಗಿದೆ. ಆಸಕ್ತರು ಅಭ್ಯರ್ಥಿಗಳು ಆಗಸ್ಟ್ 29ರ ಒಳಗಾಗಿ ಅರ್ಜಿ ಸಲ್ಲಿಸಬೇಕು. ಹೆಚ್ಚಿನ ಮಾಹಿತಿಗಾಗಿ ವಿದ್ಯಾಲಯದ ವೆಬ್‌ಸೈಟ್ www.kvsangathan.nic.in ಗೆ ಭೇಟಿ ನೀಡಬಹುದಾಗಿದೆ ಎಂದು ಪ್ರಾಂಶುಪಾಲರು ತಿಳಿಸಿದ್ದಾರೆ.: [28, 1251, 275, 1289]
- lead-col-1: ರಾಯಚೂರು: ರಾಯಚೂರು ಜಿಲ್ಲಾ ಪೊಲೀಸ್ ವರಿಷ್ಠಾಧಿಕಾರಿಗಳಾದ ಎಂ.ಪುಟ್ಟಮಾದಯ್ಯ ಅವರು ಜಿಲ್ಲಾ ಪೊಲೀಸ್ ಇಲಾಖೆಯಿಂದ ಮನೆಮನೆಗೆ ಪೊಲೀಸ್ ಎನ್ನುವ ಜನರ ಸೇವೆಯ ನವ್ಯ ಪರಿಕಲ್ಪನೆಯೊಂದನ್ನು ಜನರಿಗೆ ಪರಿಚಯಿಸಿ ಹೊಸ ಪ್ರಯೋಗ ಮಾಡಿದ್ದಾರೆ. ಈ ಕುರಿತು ಕಾನೂನು-ಸುವ್ಯವಸ್ಥೆ ಕಾಯ್ದುಕೊಳ್ಳುವುದಕ್ಕೆ ಜನಸಾಮಾನ್ಯರೊಂದಿಗೆ ನೇರ ಸಂಪರ್ಕ ಸಾಧಿಸಿ ಅವರ ಸಮಸ್ಯೆಗಳಿಗೆ ತ್ವರಿತ ಸ್ಪಂದನೆ ನೀಡುವುದೇ ಈ ಪರಿಕಲ್ಪನೆಯ ಉದ್ದೇಶವಾಗಿದೆ. ಈ ಸವಲತ್ತಿನಡಿ ಪ್ರತ್ಯೇಕವಾಗಿ ಪರಿಕಲ್ಪನೆಯನ್ನು ಅಳವಡಿಸಿಕೊಂಡ ಜಿಲ್ಲಾ ಪೊಲೀಸ್ ಇಲಾಖೆಯು ಪ್ರತಿ ಗ್ರಾಮದಲ್ಲೂ ತನ್ನ ಸಿಬ್ಬಂದಿಯನ್ನು ನಿಯೋಜಿಸಿದೆ. ಇದರಿಂದ ಜಿಲ್ಲೆಯ ಎಲ್ಲಾ ನಾಗರಿಕರಿಗೆ ಪೊಲೀಸ್ ಸೇವೆಗಳು ಸುಲಭವಾಗಿ ಲಭ್ಯವಾಗಲಿವೆ. ಮನೆಮನೆಗೆ ಪೊಲೀಸ್ ಪರಿಕಲ್ಪನೆಯ ಪ್ರಮುಖ ಅಂಶಗಳು: ಪ್ರತಿಯೊಂದು ಪೊಲೀಸ್ ಠಾಣಾ ವ್ಯಾಪ್ತಿಯನ್ನು ಬೀಟ್‌ಗಳಾಗಿ ವಿಭಜಿಸಿ 40-50 ಮನೆಗಳ ಸಮೂಹಗಳನ್ನು ರಚಿಸಲಾಗಿದೆ. ಬೀಟ್ ಪೊಲೀಸ್ ಅಧಿಕಾರಿಗಳು ನಿಯಮಿತವಾಗಿ ಮನೆಮನೆಗೆ ಭೇಟಿ ನೀಡಿ ನಾಗರಿಕರ ಸಮಸ್ಯೆಗಳನ್ನು ಆಲಿಸಿ ಪರಿಹಾರ ಒದಗಿಸಲು ಕ್ರಮ ಕೈಗೊಳ್ಳಲಿದ್ದಾರೆ. ಕಟ್ಟಡ ಬಲ ಮತ್ತು ಮನೆಯೊಂದಿಗೆ ಸ್ನೇಹ ವಿಶ್ವಾಸ ಮತ್ತು ಬಾಂಧವ್ಯ ಬೆಸೆಯುವುದು ಮುಖ್ಯ ಉದ್ದೇಶವಾಗಿದೆ. ಮಹಿಳೆಯರು ಮತ್ತು ಮಕ್ಕಳು ಎದುರಿಸುತ್ತಿರುವ ಸಮಸ್ಯೆಗಳಿಗೆ ಪ್ರಾಮುಖ್ಯತೆ ನೀಡಲಾಗುವುದು.: [282, 235, 465, 393]
- lead-rule: [282, 226, 918, 227]
- sp-portrait: [575, 359, 649, 449]
- lead-story: [282, 162, 918, 562]
- kv-headline: ಎರ್ಲಿಗ್ (ಡಿ) ಕೇಂದ್ರೀಯ ವಿದ್ಯಾಲಯದಿಂದ 1 ರಿಂದ 5ನೇ ತರಗತಿ ಪ್ರವೇಶಕ್ಕೆ ಅರ್ಜಿ ಆಹ್ವಾನ: [28, 1215, 261, 1241]
- column-rule-left: [277, 162, 278, 1587]
- story-circle-naming: [620, 1332, 921, 1586]
- book-list-headline: 2022ನೇ ಸಾಲಿನ ರಾಜ್ಯಮಟ್ಟದ ಪುಸ್ತಕ ಆಯ್ಕೆ ಪಟ್ಟಿ ಪ್ರಕಟ: [30, 827, 270, 865]
- humanitarian-photo: [418, 1146, 610, 1246]
- story-ration: [28, 162, 275, 572]
- bottom-rule-top: [282, 1080, 918, 1081]
- story-arasu-jayanti: [654, 570, 921, 832]
